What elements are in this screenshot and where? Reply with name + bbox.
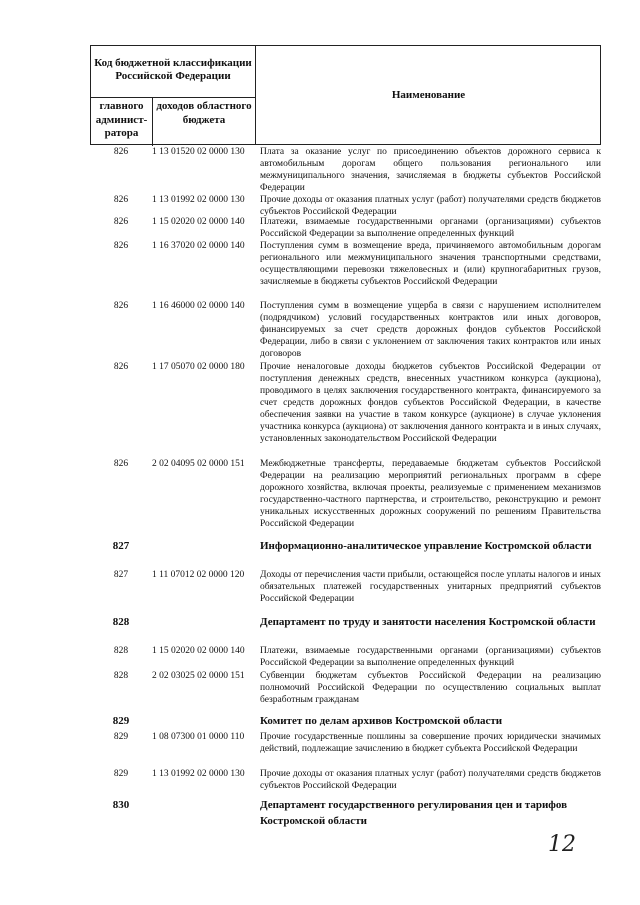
department-name: Департамент по труду и занятости населения Костромской области — [260, 616, 596, 628]
row-description: Субвенции бюджетам субъектов Российской Федерации на реализацию полномочий Российской Федерации по осуществлению социальных выплат безработным гражданам — [260, 671, 601, 705]
department-name: Информационно-аналитическое управление Костромской области — [260, 540, 592, 552]
row-description: Прочие неналоговые доходы бюджетов субъектов Российской Федерации от поступления денежных средств, внесенных участником конкурса (аукциона), проводимого в целях заключения государственного контракта, финансируемого за счет средств дорожных фондов субъектов Российской Федерации, в качестве обеспечения заявки на участие в таком конкурсе (аукционе) в случае уклонения участника конкурса (аукциона) от заключения данного контракта и в иных случаях, установленных законодательством Российской Федерации — [260, 362, 601, 444]
row-description: Платежи, взимаемые государственными органами (организациями) субъектов Российской Федерации за выполнение определенных функций — [260, 646, 601, 668]
handwritten-page-number: 12 — [548, 832, 576, 857]
revenue-code: 1 15 02020 02 0000 140 — [152, 217, 245, 227]
admin-code: 830 — [112, 799, 130, 811]
row-description: Доходы от перечисления части прибыли, остающейся после уплаты налогов и иных обязательных платежей государственных унитарных предприятий субъектов Российской Федерации — [260, 570, 601, 604]
admin-code: 827 — [113, 570, 129, 580]
admin-code: 829 — [113, 769, 129, 779]
table-header — [90, 45, 601, 145]
row-description: Межбюджетные трансферты, передаваемые бюджетам субъектов Российской Федерации на реализацию мероприятий региональных программ в сфере дорожного хозяйства, включая проекты, реализуемые с применением механизмов государственно-частного партнерства, и строительство, реконструкцию и ремонт уникальных искусственных дорожных сооружений по решениям Правительства Российской Федерации — [260, 459, 601, 529]
admin-code: 826 — [113, 459, 129, 469]
row-description: Поступления сумм в возмещение ущерба в связи с нарушением исполнителем (подрядчиком) условий государственных контрактов или иных договоров, финансируемых за счет средств дорожных фондов субъектов Российской Федерации, либо в связи с уклонением от заключения таких контрактов или иных договоров — [260, 301, 601, 359]
admin-code: 828 — [112, 616, 130, 628]
revenue-column-header: доходов областного бюджета — [156, 100, 252, 126]
department-name: Департамент государственного регулирования цен и тарифов Костромской области — [260, 799, 568, 827]
admin-code: 826 — [113, 217, 129, 227]
revenue-code: 1 17 05070 02 0000 180 — [152, 362, 245, 372]
row-description: Прочие доходы от оказания платных услуг (работ) получателями средств бюджетов субъектов Российской Федерации — [260, 769, 601, 791]
revenue-code: 1 16 46000 02 0000 140 — [152, 301, 245, 311]
revenue-code: 1 13 01992 02 0000 130 — [152, 195, 245, 205]
revenue-code: 1 13 01992 02 0000 130 — [152, 769, 245, 779]
admin-column-header: главного админист-ратора — [91, 98, 153, 146]
revenue-code: 2 02 04095 02 0000 151 — [152, 459, 245, 469]
admin-code: 829 — [112, 715, 130, 727]
department-name: Комитет по делам архивов Костромской области — [260, 715, 503, 727]
admin-code: 826 — [113, 362, 129, 372]
admin-code: 826 — [113, 147, 129, 157]
revenue-code: 1 11 07012 02 0000 120 — [152, 570, 245, 580]
revenue-code: 1 13 01520 02 0000 130 — [152, 147, 245, 157]
admin-code: 826 — [113, 301, 129, 311]
row-description: Поступления сумм в возмещение вреда, причиняемого автомобильным дорогам регионального или межмуниципального значения транспортными средствами, осуществляющими перевозки тяжеловесных и (или) крупногабаритных грузов, зачисляемые в бюджеты субъектов Российской Федерации — [260, 241, 601, 287]
revenue-code: 1 16 37020 02 0000 140 — [152, 241, 245, 251]
admin-code: 826 — [113, 241, 129, 251]
row-description: Прочие доходы от оказания платных услуг (работ) получателями средств бюджетов субъектов Российской Федерации — [260, 195, 601, 217]
admin-code: 828 — [113, 646, 129, 656]
revenue-code: 1 15 02020 02 0000 140 — [152, 646, 245, 656]
revenue-code: 1 08 07300 01 0000 110 — [152, 732, 245, 742]
name-column-header: Наименование — [391, 89, 466, 101]
row-description: Платежи, взимаемые государственными органами (организациями) субъектов Российской Федерации за выполнение определенных функций — [260, 217, 601, 239]
admin-code: 828 — [113, 671, 129, 681]
revenue-code: 2 02 03025 02 0000 151 — [152, 671, 245, 681]
admin-code: 826 — [113, 195, 129, 205]
admin-code: 829 — [113, 732, 129, 742]
row-description: Плата за оказание услуг по присоединению объектов дорожного сервиса к автомобильным дорогам общего пользования регионального или межмуниципального значения, зачисляемая в бюджеты субъектов Российской Федерации — [260, 147, 601, 193]
admin-code: 827 — [112, 540, 130, 552]
row-description: Прочие государственные пошлины за совершение прочих юридически значимых действий, подлежащие зачислению в бюджет субъекта Российской Федерации — [260, 732, 601, 754]
budget-code-group-title: Код бюджетной классификации Российской Федерации — [91, 46, 255, 98]
